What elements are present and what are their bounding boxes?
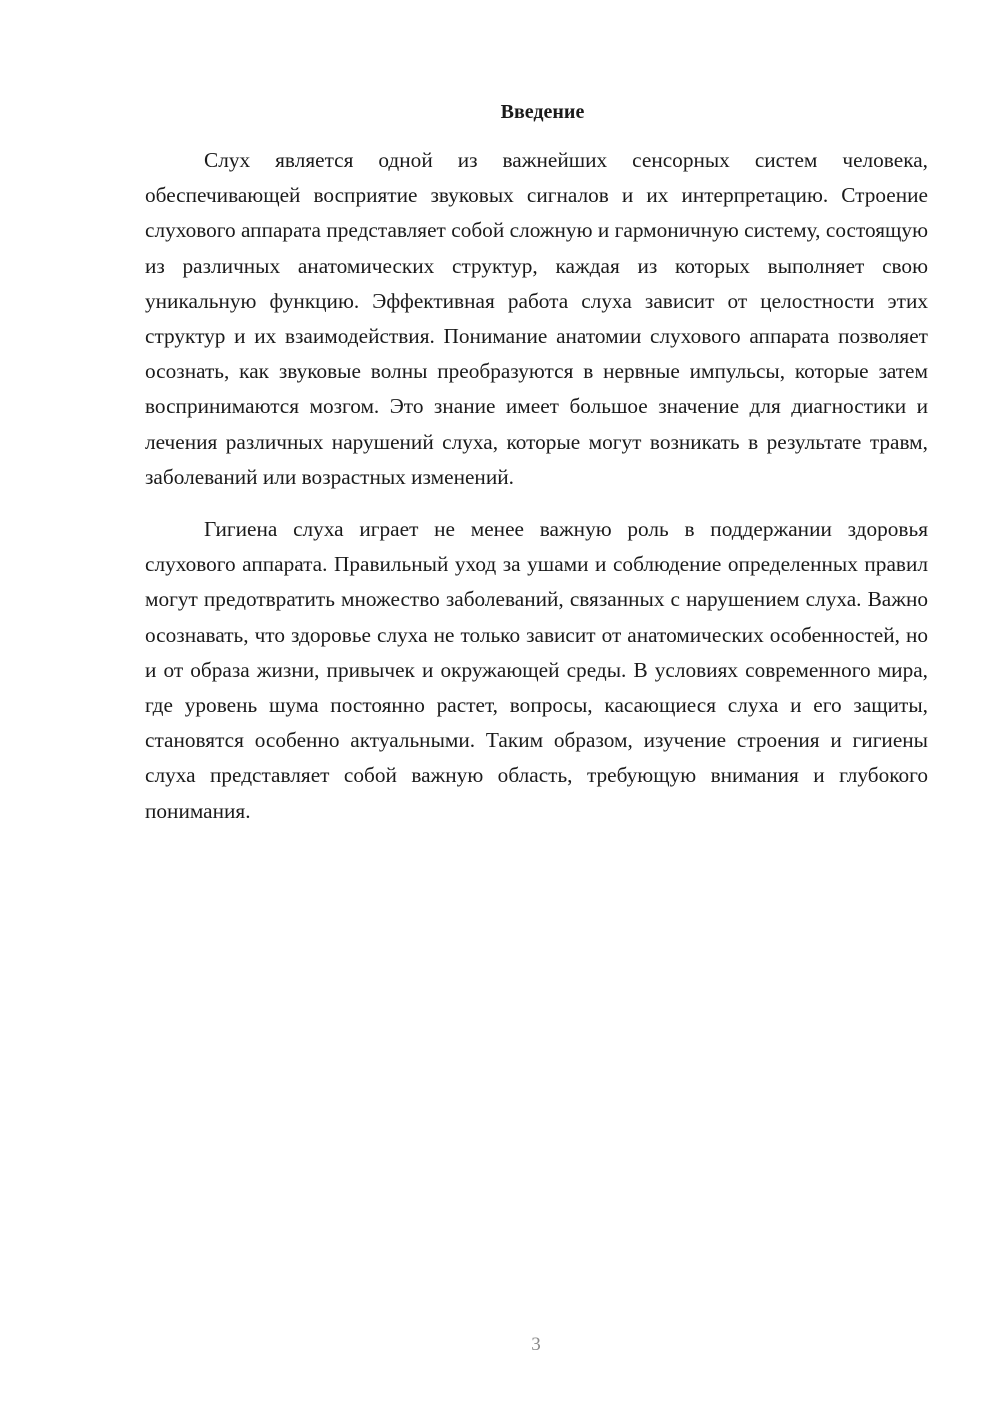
page-content xyxy=(145,96,928,829)
page-number: 3 xyxy=(531,1334,541,1355)
paragraph-intro-hygiene: Гигиена слуха играет не менее важную роль в поддержании здоровья слухового аппарата. Правильный уход за ушами и соблюдение определенных правил могут предотвратить множество заболеваний, связанных с нарушением слуха. Важно осознавать, что здоровье слуха не только зависит от анатомических особенностей, но и от образа жизни, привычек и окружающей среды. В условиях современного мира, где уровень шума постоянно растет, вопросы, касающиеся слуха и его защиты, становятся особенно актуальными. Таким образом, изучение строения и гигиены слуха представляет собой важную область, требующую внимания и глубокого понимания. xyxy=(145,517,928,823)
section-heading: Введение xyxy=(500,101,585,123)
paragraph-intro-anatomy: Слух является одной из важнейших сенсорных систем человека, обеспечивающей восприятие звуковых сигналов и их интерпретацию. Строение слухового аппарата представляет собой сложную и гармоничную систему, состоящую из различных анатомических структур, каждая из которых выполняет свою уникальную функцию. Эффективная работа слуха зависит от целостности этих структур и их взаимодействия. Понимание анатомии слухового аппарата позволяет осознать, как звуковые волны преобразуются в нервные импульсы, которые затем воспринимаются мозгом. Это знание имеет большое значение для диагностики и лечения различных нарушений слуха, которые могут возникать в результате травм, заболеваний или возрастных изменений. xyxy=(145,148,928,489)
